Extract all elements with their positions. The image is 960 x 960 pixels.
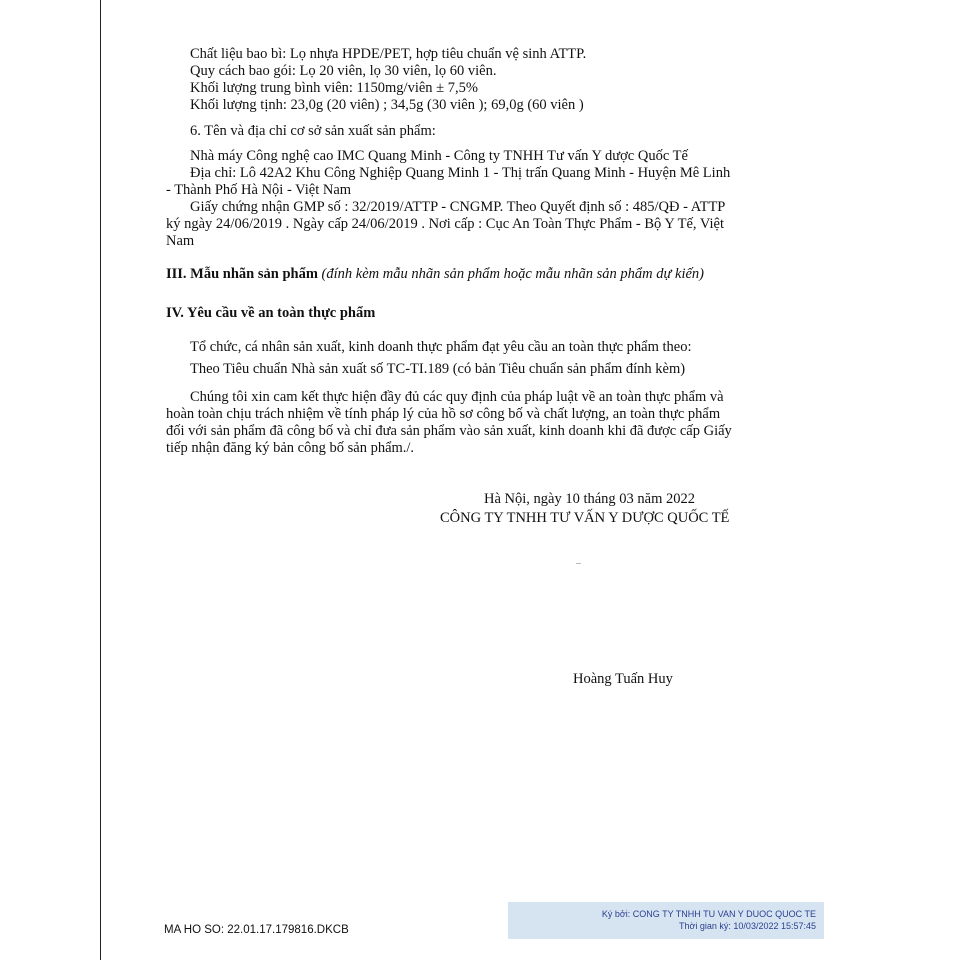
page-left-border <box>100 0 101 960</box>
section3-note: (đính kèm mẫu nhãn sản phẩm hoặc mẫu nhãn sản phẩm dự kiến) <box>321 266 704 282</box>
signed-time: Thời gian ký: 10/03/2022 15:57:45 <box>679 921 816 931</box>
packaging-material: Chất liệu bao bì: Lọ nhựa HPDE/PET, hợp tiêu chuẩn vệ sinh ATTP. <box>190 46 587 62</box>
factory-name: Nhà máy Công nghệ cao IMC Quang Minh - Công ty TNHH Tư vấn Y dược Quốc Tế <box>190 148 688 164</box>
commitment-line2: hoàn toàn chịu trách nhiệm về tính pháp lý của hồ sơ công bố và chất lượng, an toàn thực phẩm <box>166 406 721 422</box>
file-code: MA HO SO: 22.01.17.179816.DKCB <box>164 924 349 936</box>
signer-name: Hoàng Tuấn Huy <box>573 671 673 687</box>
address-line2: - Thành Phố Hà Nội - Việt Nam <box>166 182 352 198</box>
signed-by: Ký bởi: CONG TY TNHH TU VAN Y DUOC QUOC TE <box>601 909 816 919</box>
safety-requirement-line2: Theo Tiêu chuẩn Nhà sản xuất số TC-TI.189 (có bản Tiêu chuẩn sản phẩm đính kèm) <box>190 361 686 377</box>
net-weight: Khối lượng tịnh: 23,0g (20 viên) ; 34,5g (30 viên ); 69,0g (60 viên ) <box>190 97 584 113</box>
section6-heading: 6. Tên và địa chỉ cơ sở sản xuất sản phẩm: <box>190 123 436 139</box>
gmp-line1: Giấy chứng nhận GMP số : 32/2019/ATTP - CNGMP. Theo Quyết định số : 485/QĐ - ATTP <box>190 199 726 215</box>
average-weight: Khối lượng trung bình viên: 1150mg/viên ± 7,5% <box>190 80 478 96</box>
address-line1: Địa chỉ: Lô 42A2 Khu Công Nghiệp Quang Minh 1 - Thị trấn Quang Minh - Huyện Mê Linh <box>190 165 731 181</box>
stamp-mark <box>576 563 581 564</box>
safety-requirement-line1: Tổ chức, cá nhân sản xuất, kinh doanh thực phẩm đạt yêu cầu an toàn thực phẩm theo: <box>190 339 692 355</box>
company-name: CÔNG TY TNHH TƯ VẤN Y DƯỢC QUỐC TẾ <box>440 510 730 526</box>
section3-line <box>166 266 704 283</box>
commitment-line4: tiếp nhận đăng ký bản công bố sản phẩm./. <box>166 440 415 456</box>
digital-signature-box <box>508 902 824 939</box>
place-date: Hà Nội, ngày 10 tháng 03 năm 2022 <box>484 491 696 507</box>
gmp-line3: Nam <box>166 233 195 249</box>
gmp-line2: ký ngày 24/06/2019 . Ngày cấp 24/06/2019 . Nơi cấp : Cục An Toàn Thực Phẩm - Bộ Y Tế, Việt <box>166 216 724 232</box>
section4-heading: IV. Yêu cầu về an toàn thực phẩm <box>166 305 376 321</box>
commitment-line1: Chúng tôi xin cam kết thực hiện đầy đủ các quy định của pháp luật về an toàn thực phẩm và <box>190 389 724 405</box>
packaging-spec: Quy cách bao gói: Lọ 20 viên, lọ 30 viên, lọ 60 viên. <box>190 63 497 79</box>
commitment-line3: đối với sản phẩm đã công bố và chỉ đưa sản phẩm vào sản xuất, kinh doanh khi đã được cấp Giấy <box>166 423 732 439</box>
section3-heading: III. Mẫu nhãn sản phẩm <box>166 266 318 282</box>
